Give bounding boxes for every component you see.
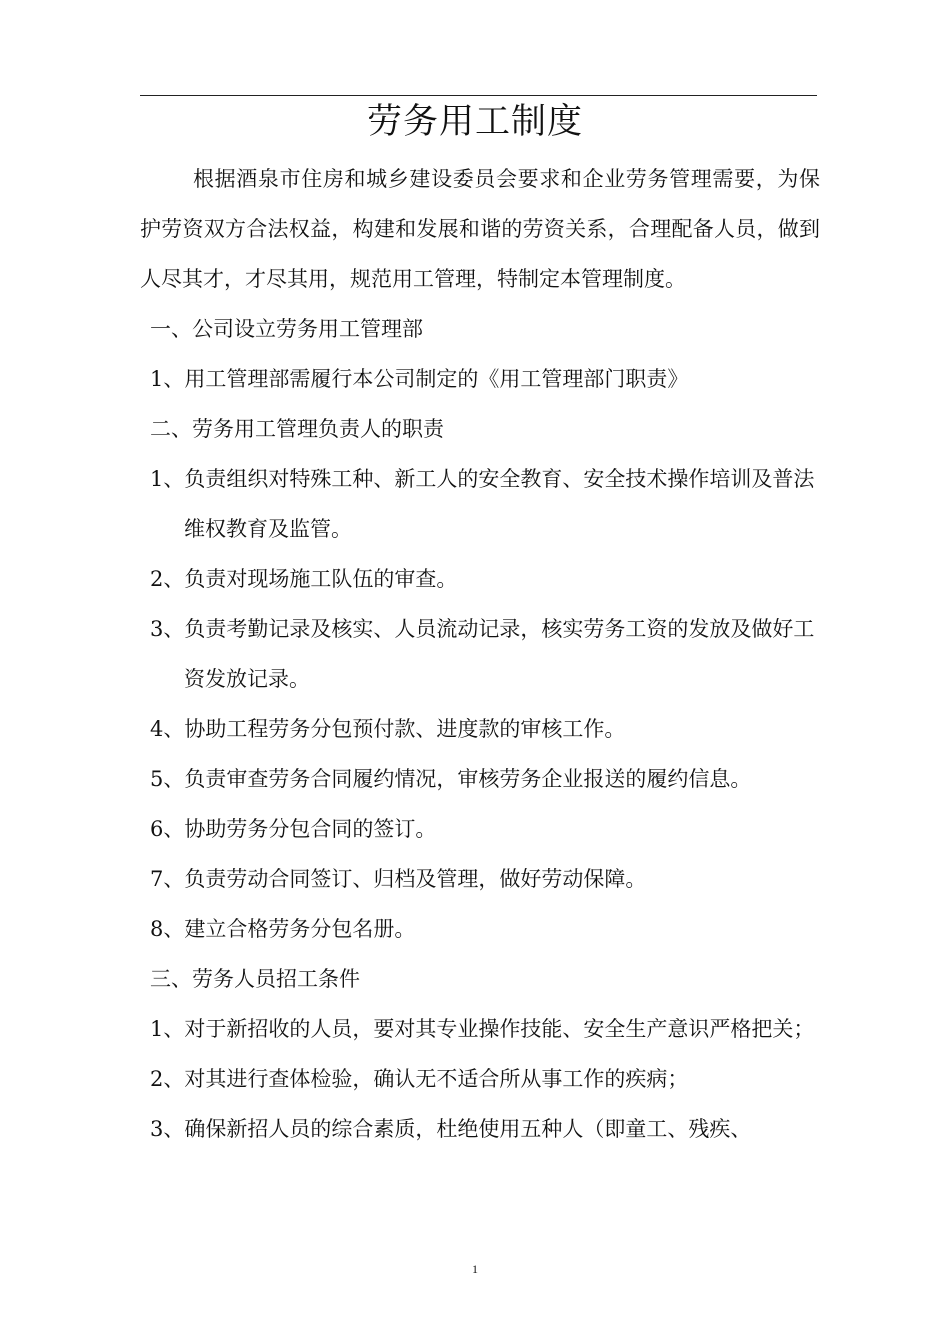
section-2-item-3: 3、负责考勤记录及核实、人员流动记录，核实劳务工资的发放及做好工资发放记录。 xyxy=(150,617,815,691)
section-2-item-1: 1、负责组织对特殊工种、新工人的安全教育、安全技术操作培训及普法维权教育及监管。 xyxy=(150,467,815,541)
section-heading-3: 三、劳务人员招工条件 xyxy=(150,967,360,991)
section-2-item-5: 5、负责审查劳务合同履约情况，审核劳务企业报送的履约信息。 xyxy=(150,767,752,791)
intro-paragraph: 根据酒泉市住房和城乡建设委员会要求和企业劳务管理需要，为保护劳资双方合法权益，构建和发展和谐的劳资关系，合理配备人员，做到人尽其才，才尽其用，规范用工管理，特制定本管理制度。 xyxy=(140,167,820,291)
section-2-item-6: 6、协助劳务分包合同的签订。 xyxy=(150,817,437,841)
section-2-item-4: 4、协助工程劳务分包预付款、进度款的审核工作。 xyxy=(150,717,626,741)
section-1-item-1: 1、用工管理部需履行本公司制定的《用工管理部门职责》 xyxy=(150,367,689,391)
document-title: 劳务用工制度 xyxy=(366,102,583,142)
page-number: 1 xyxy=(472,1262,478,1276)
section-3-item-1: 1、对于新招收的人员，要对其专业操作技能、安全生产意识严格把关； xyxy=(150,1017,815,1041)
section-heading-1: 一、公司设立劳务用工管理部 xyxy=(150,317,423,341)
section-3-item-2: 2、对其进行查体检验，确认无不适合所从事工作的疾病； xyxy=(150,1067,689,1091)
section-3-item-3: 3、确保新招人员的综合素质，杜绝使用五种人（即童工、残疾、 xyxy=(150,1117,752,1141)
header-rule xyxy=(140,95,817,96)
section-2-item-2: 2、负责对现场施工队伍的审查。 xyxy=(150,567,458,591)
section-2-item-8: 8、建立合格劳务分包名册。 xyxy=(150,917,416,941)
section-heading-2: 二、劳务用工管理负责人的职责 xyxy=(150,417,444,441)
section-2-item-7: 7、负责劳动合同签订、归档及管理，做好劳动保障。 xyxy=(150,867,647,891)
document-body xyxy=(140,154,820,1154)
